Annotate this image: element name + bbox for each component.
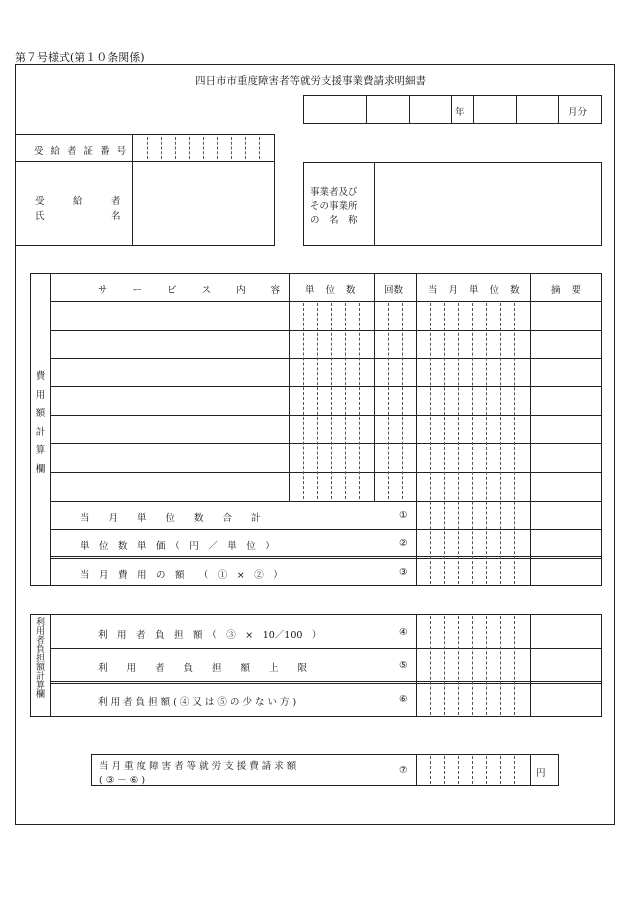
unit-price-label: 単 位 数 単 価 （ 円 ／ 単 位 ） <box>80 541 275 552</box>
business-name-field[interactable] <box>375 163 601 245</box>
burden-limit-label: 利 用 者 負 担 額 上 限 <box>98 663 308 674</box>
month-label: 月分 <box>568 107 588 118</box>
year-field[interactable] <box>304 96 450 123</box>
business-label-1: 事業者及び <box>310 187 358 198</box>
business-label-3: の 名 称 <box>310 215 358 226</box>
year-label: 年 <box>455 107 465 118</box>
cert-number-label: 受 給 者 証 番 号 <box>34 146 129 157</box>
service-row[interactable] <box>51 473 288 500</box>
service-row[interactable] <box>51 359 288 385</box>
service-row[interactable] <box>51 331 288 357</box>
total-claim-num: ⑦ <box>399 765 408 776</box>
monthly-cost-num: ③ <box>399 567 408 578</box>
total-claim-field[interactable] <box>417 755 529 785</box>
total-units-label: 当 月 単 位 数 合 計 <box>80 513 261 524</box>
service-row[interactable] <box>51 416 288 442</box>
service-row[interactable] <box>51 302 288 329</box>
recipient-name-field[interactable] <box>133 162 274 245</box>
page-title: 四日市市重度障害者等就労支援事業費請求明細書 <box>195 75 426 87</box>
recipient-label-1: 受 給 者 <box>35 196 121 207</box>
header-notes: 摘 要 <box>551 285 586 296</box>
total-claim-label-2: ( ③ － ⑥ ) <box>99 775 146 786</box>
burden-min-num: ⑥ <box>399 694 408 705</box>
burden-min-label: 利 用 者 負 担 額 ( ④ 又 は ⑤ の 少 な い 方 ) <box>98 697 297 708</box>
header-month-units: 当 月 単 位 数 <box>428 285 524 296</box>
burden-amount-num: ④ <box>399 627 408 638</box>
burden-limit-num: ⑤ <box>399 660 408 671</box>
header-count: 回数 <box>384 285 404 296</box>
month-field[interactable] <box>474 96 557 123</box>
unit-price-num: ② <box>399 538 408 549</box>
total-units-num: ① <box>399 510 408 521</box>
recipient-label-2: 氏 名 <box>35 211 121 222</box>
burden-amount-label: 利 用 者 負 担 額 （ ③ × 10／100 ） <box>98 630 322 641</box>
header-service: サ ー ビ ス 内 容 <box>98 285 292 296</box>
monthly-cost-label: 当 月 費 用 の 額 （ ① × ② ） <box>80 570 283 581</box>
form-number-label: 第７号様式(第１０条関係) <box>15 51 145 64</box>
total-claim-label-1: 当 月 重 度 障 害 者 等 就 労 支 援 費 請 求 額 <box>99 761 297 772</box>
yen-unit-label: 円 <box>536 768 546 779</box>
service-row[interactable] <box>51 444 288 471</box>
header-unit: 単 位 数 <box>305 285 360 296</box>
service-row[interactable] <box>51 387 288 414</box>
cost-side-label: 費 用 額 計 算 欄 <box>35 371 46 475</box>
burden-side-label: 利 用 者 負 担 額 計 算 欄 <box>35 618 45 700</box>
business-label-2: その事業所 <box>310 201 358 212</box>
